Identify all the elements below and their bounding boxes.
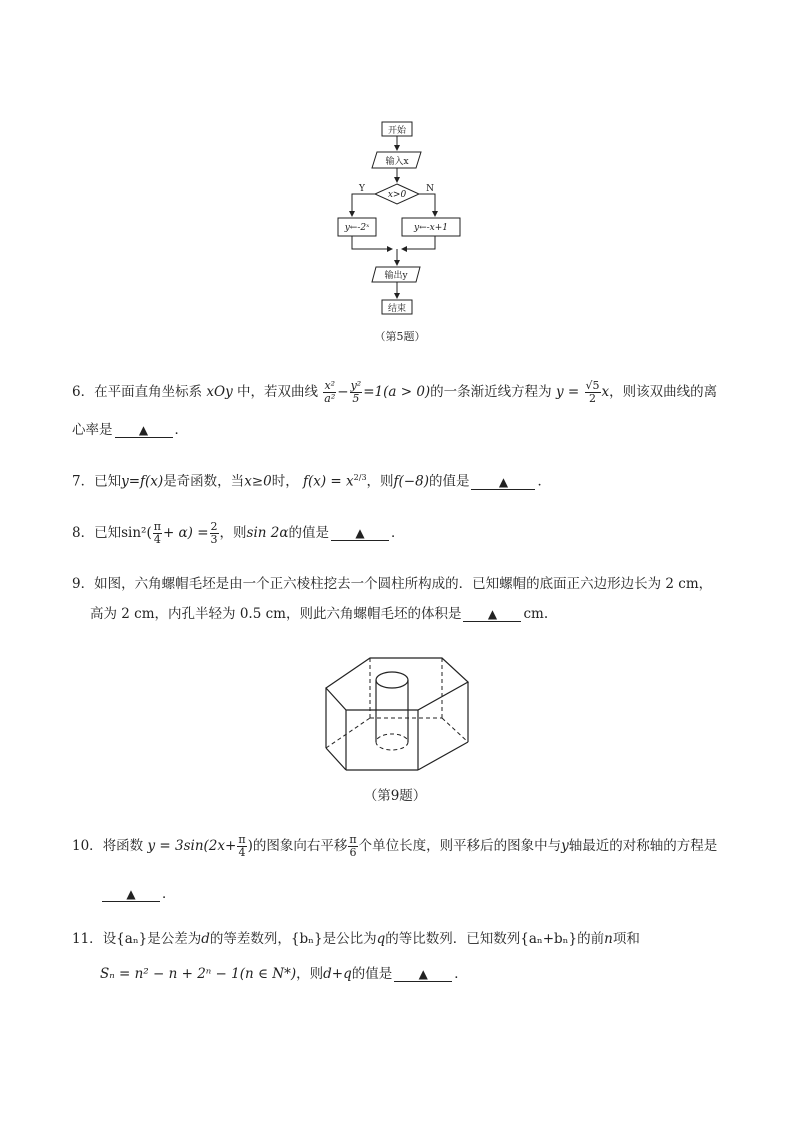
figure5-caption: （第5题） — [374, 330, 426, 343]
question-10-line-1: 10．将函数 y = 3sin(2x+ $\frac{\pi}{4}$ )的图象向右平移 $\frac{\pi}{6}$ 个单位长度，则平移后的图象中与y轴最近的对称轴的方程是 — [72, 833, 718, 859]
question-6-line-1: 6．在平面直角坐标系 xOy 中，若双曲线 $\frac{\text{x²}}{\text{a²}}$ − $\frac{\text{y²}}{5}$ =1(a > 0)的一条渐近线方程为 y = $\frac{√5}{2}$ x，则该双曲线的离 — [72, 379, 718, 405]
flow-output-label: 输出y — [384, 271, 408, 281]
question-9-line-2: 高为 2 cm，内孔半轻为 0.5 cm，则此六角螺帽毛坯的体积是 ▲ cm. — [90, 606, 549, 622]
answer-blank-11: ▲ — [394, 967, 452, 982]
flow-yes-label: Y — [359, 184, 365, 194]
fraction-pi-4-q10: $\frac{\pi}{4}$ — [238, 833, 246, 859]
answer-blank-6: ▲ — [115, 423, 173, 438]
question-10-line-2: ▲ ． — [100, 885, 176, 903]
flow-end-label: 结束 — [387, 304, 407, 314]
fraction-y2-5: $\frac{\text{y²}}{5}$ — [350, 379, 362, 405]
flowchart-figure — [330, 118, 470, 318]
question-8: 8．已知sin²( $\frac{\pi}{4}$ + α) = $\frac{2}{3}$ ，则sin 2α的值是 ▲ ． — [72, 520, 405, 546]
question-7: 7．已知y=f(x)是奇函数，当x≥0时， $f(x) = x^{2/3}$，则f(−8)的值是 ▲ ． — [72, 473, 551, 490]
flow-no-label: N — [426, 184, 434, 194]
question-9-line-1: 9．如图，六角螺帽毛坯是由一个正六棱柱挖去一个圆柱所构成的．已知螺帽的底面正六边形边长为 2 cm， — [72, 576, 713, 592]
question-6-line-2: 心率是 ▲ ． — [72, 422, 188, 438]
question-11-line-2: Sₙ = n² − n + 2ⁿ − 1(n ∈ N*)，则d+q的值是 ▲ ． — [100, 966, 468, 982]
fraction-pi-4: $\frac{\pi}{4}$ — [153, 520, 161, 546]
flow-assign-yes-label: y←-2ˣ — [344, 223, 370, 233]
answer-blank-9: ▲ — [463, 607, 521, 622]
flow-condition-label: x>0 — [387, 190, 407, 200]
answer-blank-8: ▲ — [331, 526, 389, 541]
question-11-line-1: 11．设{aₙ}是公差为d的等差数列，{bₙ}是公比为q的等比数列．已知数列{aₙ+bₙ}的前n项和 — [72, 931, 640, 947]
answer-blank-7: ▲ — [471, 475, 535, 490]
flow-assign-no-label: y←-x+1 — [413, 223, 449, 233]
hex-nut-figure — [318, 652, 478, 778]
fraction-pi-6: $\frac{\pi}{6}$ — [349, 833, 357, 859]
flow-input-label: 输入x — [385, 157, 409, 167]
figure9-caption: （第9题） — [363, 788, 427, 804]
fraction-2-3: $\frac{2}{3}$ — [210, 520, 218, 546]
fraction-x2-a2: $\frac{\text{x²}}{\text{a²}}$ — [324, 379, 336, 405]
fraction-sqrt5-2: $\frac{√5}{2}$ — [585, 379, 600, 405]
flow-start-label: 开始 — [387, 126, 407, 136]
answer-blank-10: ▲ — [102, 887, 160, 902]
